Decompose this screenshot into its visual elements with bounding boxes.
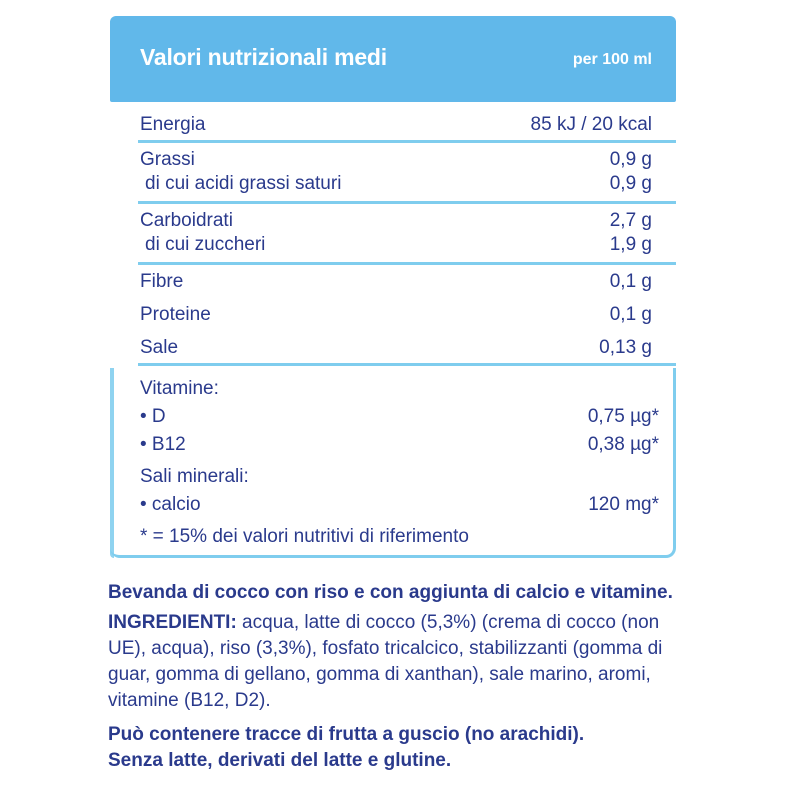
footnote: * = 15% dei valori nutritivi di riferimento	[140, 526, 469, 547]
row-fat	[110, 143, 676, 171]
row-label: Proteine	[140, 304, 211, 325]
row-label: Carboidrati	[140, 210, 233, 231]
minerals-heading: Sali minerali:	[140, 466, 249, 487]
row-label: di cui zuccheri	[145, 234, 266, 255]
row-value: 0,13 g	[599, 337, 652, 358]
ingredients	[108, 610, 688, 714]
per-unit-label: per 100 ml	[572, 51, 652, 68]
row-value: 1,9 g	[609, 234, 652, 255]
row-value: 0,9 g	[609, 173, 652, 194]
divider	[138, 363, 676, 366]
vitamin-b12-value: 0,38 µg*	[587, 434, 659, 455]
calcium-value: 120 mg*	[588, 494, 659, 515]
nutrition-table	[110, 16, 676, 558]
row-protein	[110, 298, 676, 331]
product-description: Bevanda di cocco con riso e con aggiunta di calcio e vitamine.	[108, 582, 673, 603]
row-salt	[110, 331, 676, 363]
row-value: 2,7 g	[609, 210, 652, 231]
row-value: 85 kJ / 20 kcal	[530, 114, 652, 135]
row-label: di cui acidi grassi saturi	[145, 173, 342, 194]
vitamin-d-value: 0,75 µg*	[587, 406, 659, 427]
allergen-warning	[108, 722, 688, 774]
nutrition-title: Valori nutrizionali medi	[140, 44, 387, 70]
row-value: 0,9 g	[609, 149, 652, 170]
row-label: Sale	[140, 337, 179, 358]
row-value: 0,1 g	[609, 304, 652, 325]
row-label: Fibre	[140, 271, 184, 292]
product-info	[108, 580, 688, 774]
row-carbs	[110, 204, 676, 232]
vitamins-heading: Vitamine:	[140, 378, 219, 399]
vitamin-d-label: • D	[140, 406, 166, 427]
row-label: Grassi	[140, 149, 195, 170]
ingredients-text: acqua, latte di cocco (5,3%) (crema di cocco (non UE), acqua), riso (3,3%), fosfato tricalcico, stabilizzanti (gomma di guar, gomma di gellano, gomma di xanthan), sale marino, aromi, vitamine (B12, D2).	[108, 612, 663, 711]
row-sugars	[110, 232, 676, 262]
nutrition-rows	[110, 102, 676, 366]
vitamin-b12-label: • B12	[140, 434, 186, 455]
row-value: 0,1 g	[609, 271, 652, 292]
row-saturated-fat	[110, 171, 676, 201]
calcium-label: • calcio	[140, 494, 201, 515]
allergen-line-1: Può contenere tracce di frutta a guscio (no arachidi).	[108, 724, 585, 745]
row-energy	[110, 108, 676, 140]
row-fibre	[110, 265, 676, 298]
allergen-line-2: Senza latte, derivati del latte e glutine.	[108, 750, 452, 771]
vitamins-box	[110, 368, 676, 558]
nutrition-header	[110, 16, 676, 102]
row-label: Energia	[140, 114, 206, 135]
ingredients-label: INGREDIENTI:	[108, 612, 237, 633]
